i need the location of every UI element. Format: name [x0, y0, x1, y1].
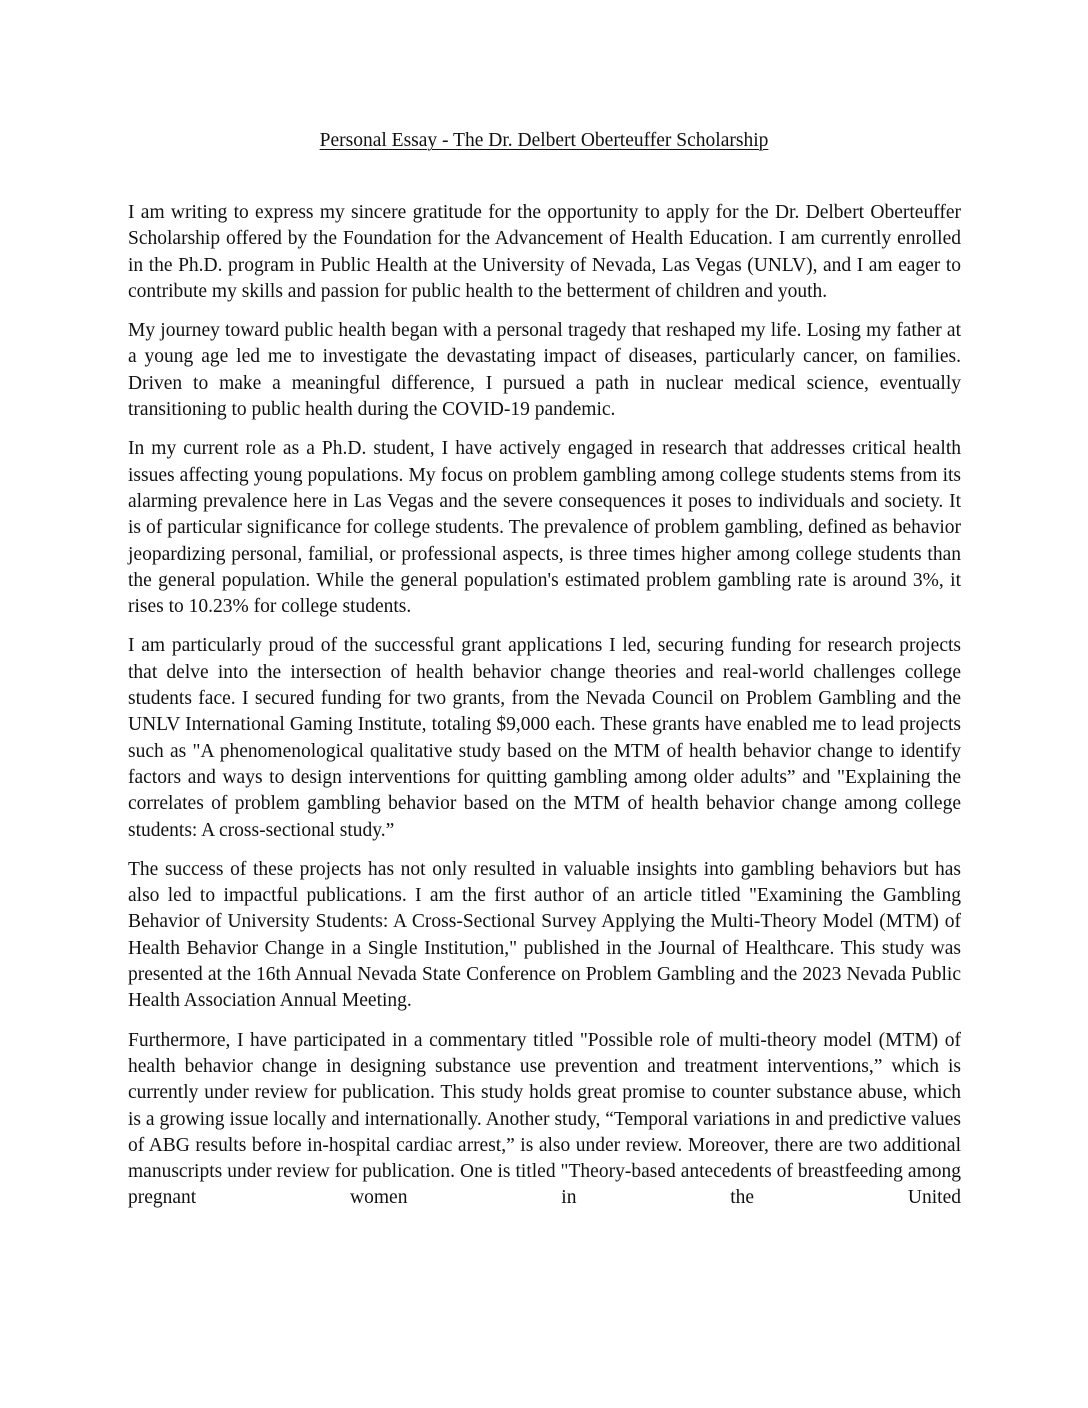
document-title-block [0, 128, 1088, 154]
paragraph-intro: I am writing to express my sincere gratitude for the opportunity to apply for the Dr. Delbert Oberteuffer Scholarship offered by the Foundation for the Advancement of Health Education. I am currently enrolled in the Ph.D. program in Public Health at the University of Nevada, Las Vegas (UNLV), and I am eager to contribute my skills and passion for public health to the betterment of children and youth. [128, 202, 961, 302]
paragraph-commentary: Furthermore, I have participated in a commentary titled "Possible role of multi-theory model (MTM) of health behavior change in designing substance use prevention and treatment interventions,” which is currently under review for publication. This study holds great promise to counter substance abuse, which is a growing issue locally and internationally. Another study, “Temporal variations in and predictive values of ABG results before in-hospital cardiac arrest,” is also under review. Moreover, there are two additional manuscripts under review for publication. One is titled "Theory-based antecedents of breastfeeding among pregnant women in the United [128, 1029, 961, 1209]
document-title: Personal Essay - The Dr. Delbert Oberteuffer Scholarship [319, 130, 769, 151]
document-body [128, 200, 961, 1225]
paragraph-publications: The success of these projects has not only resulted in valuable insights into gambling behaviors but has also led to impactful publications. I am the first author of an article titled "Examining the Gambling Behavior of University Students: A Cross-Sectional Survey Applying the Multi-Theory Model (MTM) of Health Behavior Change in a Single Institution," published in the Journal of Healthcare. This study was presented at the 16th Annual Nevada State Conference on Problem Gambling and the 2023 Nevada Public Health Association Annual Meeting. [128, 858, 961, 1012]
paragraph-current-role: In my current role as a Ph.D. student, I have actively engaged in research that addresses critical health issues affecting young populations. My focus on problem gambling among college students stems from its alarming prevalence here in Las Vegas and the severe consequences it poses to individuals and society. It is of particular significance for college students. The prevalence of problem gambling, defined as behavior jeopardizing personal, familial, or professional aspects, is three times higher among college students than the general population. While the general population's estimated problem gambling rate is around 3%, it rises to 10.23% for college students. [128, 438, 961, 618]
paragraph-journey: My journey toward public health began with a personal tragedy that reshaped my life. Losing my father at a young age led me to investigate the devastating impact of diseases, particularly cancer, on families. Driven to make a meaningful difference, I pursued a path in nuclear medical science, eventually transitioning to public health during the COVID-19 pandemic. [128, 320, 961, 421]
paragraph-grants: I am particularly proud of the successful grant applications I led, securing funding for research projects that delve into the intersection of health behavior change theories and real-world challenges college students face. I secured funding for two grants, from the Nevada Council on Problem Gambling and the UNLV International Gaming Institute, totaling $9,000 each. These grants have enabled me to lead projects such as "A phenomenological qualitative study based on the MTM of health behavior change to identify factors and ways to design interventions for quitting gambling among older adults” and "Explaining the correlates of problem gambling behavior based on the MTM of health behavior change among college students: A cross-sectional study.” [128, 635, 961, 841]
